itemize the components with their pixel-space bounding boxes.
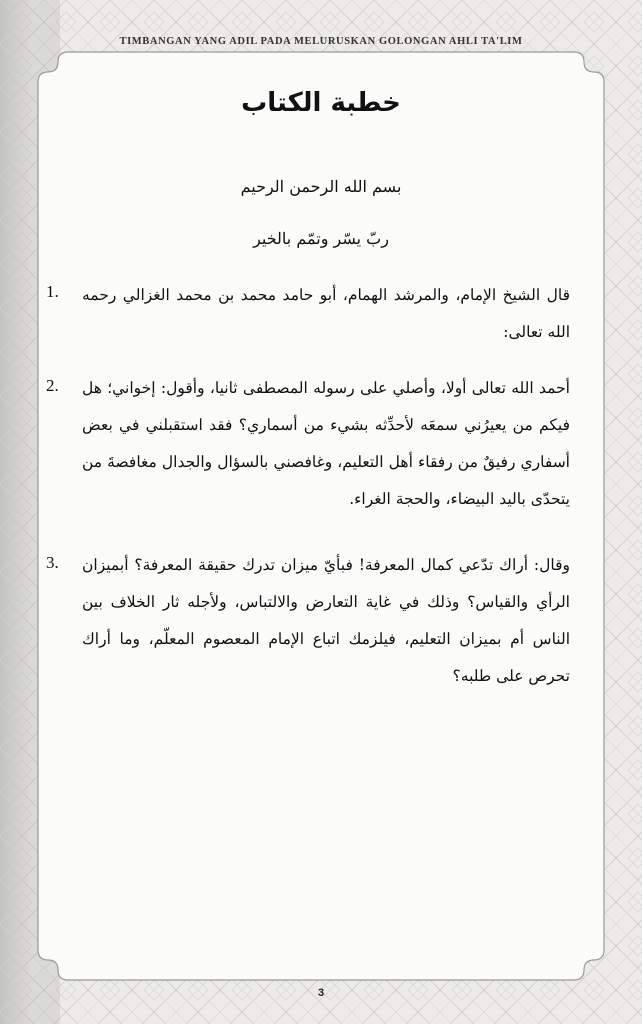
paragraph-text: قال الشيخ الإمام، والمرشد الهمام، أبو حامد محمد بن محمد الغزالي رحمه الله تعالى: [82,286,570,341]
paragraph-text: وقال: أراك تدّعي كمال المعرفة! فبأيّ ميزان تدرك حقيقة المعرفة؟ أبميزان الرأي والقياس؟ وذلك في غاية التعارض والالتباس، ولأجله ثار الخلاف بين الناس أم بميزان التعليم، فيلزمك اتباع الإمام المعصوم المعلّم، وما أراك تحرص على طلبه؟ [82,556,570,685]
running-header: TIMBANGAN YANG ADIL PADA MELURUSKAN GOLONGAN AHLI TA'LIM [119,36,523,47]
paragraph-number: 3. [46,553,59,572]
page-title: خطبة الكتاب [241,88,401,118]
paragraph-number: 1. [46,282,59,301]
paragraph-number: 2. [46,376,59,395]
paragraph-text: أحمد الله تعالى أولا، وأصلي على رسوله المصطفى ثانيا، وأقول: إخواني؛ هل فيكم من يعيرُني سمعَه لأحدِّثه بشيء من أسماري؟ فقد استقبلني في بعض أسفاري رفيقٌ من رفقاء أهل التعليم، وغافصني بالسؤال والجدال مغافصةَ من يتحدّى باليد البيضاء، والحجة الغراء. [82,379,570,508]
basmala: بسم الله الرحمن الرحيم [240,177,402,196]
invocation: ربّ يسّر وتمّم بالخير [253,229,389,248]
page-number: 3 [317,987,325,999]
